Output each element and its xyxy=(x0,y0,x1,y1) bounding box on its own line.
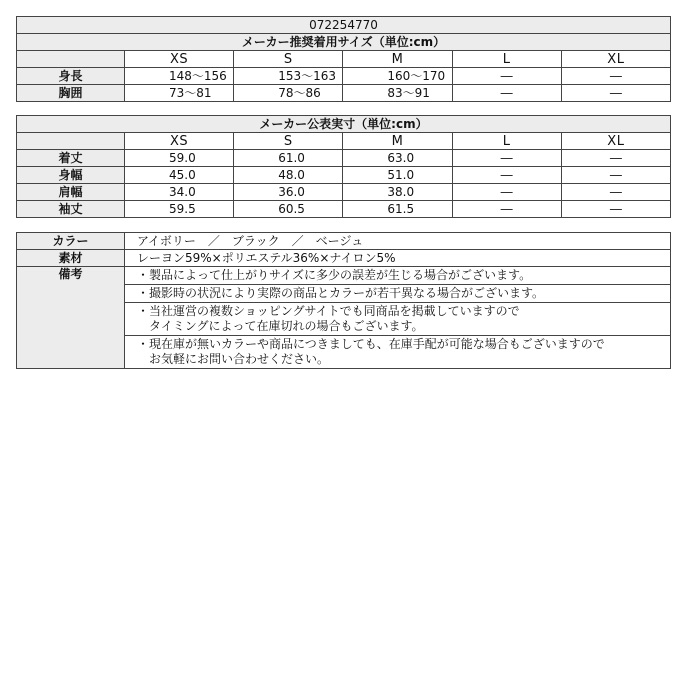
table-cell: ― xyxy=(452,85,561,102)
row-label: 着丈 xyxy=(17,150,125,167)
size-header: L xyxy=(452,133,561,150)
color-value: アイボリー ／ ブラック ／ ベージュ xyxy=(125,233,671,250)
note-item xyxy=(125,336,671,369)
size-header: L xyxy=(452,51,561,68)
size-header: XS xyxy=(125,51,234,68)
note-text: タイミングによって在庫切れの場合もございます。 xyxy=(137,319,424,333)
note-text: ・製品によって仕上がりサイズに多少の誤差が生じる場合がございます。 xyxy=(137,268,532,282)
size-header: S xyxy=(234,51,343,68)
table-cell: ― xyxy=(561,68,670,85)
table-row xyxy=(17,233,671,250)
note-item xyxy=(125,303,671,336)
table-cell: ― xyxy=(452,201,561,218)
note-item xyxy=(125,285,671,303)
table-row xyxy=(17,250,671,267)
measurement-table xyxy=(16,115,671,218)
table-row xyxy=(17,167,671,184)
table-cell: ― xyxy=(452,150,561,167)
table-row xyxy=(17,150,671,167)
table-row xyxy=(17,85,671,102)
table-cell: 148～156 xyxy=(125,68,234,85)
table-cell: ― xyxy=(452,184,561,201)
table-cell: ― xyxy=(561,85,670,102)
table-cell: 51.0 xyxy=(343,167,452,184)
table-cell: 59.5 xyxy=(125,201,234,218)
recommended-title: メーカー推奨着用サイズ（単位:cm） xyxy=(17,34,671,51)
note-item xyxy=(125,267,671,285)
table-cell: 153～163 xyxy=(234,68,343,85)
material-value: レーヨン59%×ポリエステル36%×ナイロン5% xyxy=(125,250,671,267)
row-label: 袖丈 xyxy=(17,201,125,218)
table-cell: 78～86 xyxy=(234,85,343,102)
size-header: XL xyxy=(561,51,670,68)
note-text: お気軽にお問い合わせください。 xyxy=(137,352,330,366)
table-cell: 34.0 xyxy=(125,184,234,201)
corner-cell xyxy=(17,51,125,68)
table-cell: 160～170 xyxy=(343,68,452,85)
note-text: ・現在庫が無いカラーや商品につきましても、在庫手配が可能な場合もございますので xyxy=(137,337,605,351)
color-label: カラー xyxy=(17,233,125,250)
table-cell: 59.0 xyxy=(125,150,234,167)
table-cell: ― xyxy=(452,167,561,184)
note-text: ・当社運営の複数ショッピングサイトでも同商品を掲載していますので xyxy=(137,304,520,318)
table-cell: ― xyxy=(561,184,670,201)
recommended-size-table xyxy=(16,16,671,102)
product-code: 072254770 xyxy=(17,17,671,34)
row-label: 身長 xyxy=(17,68,125,85)
table-cell: 83～91 xyxy=(343,85,452,102)
table-cell: 38.0 xyxy=(343,184,452,201)
table-cell: 36.0 xyxy=(234,184,343,201)
size-header: M xyxy=(343,51,452,68)
size-header: XL xyxy=(561,133,670,150)
size-header: M xyxy=(343,133,452,150)
table-cell: ― xyxy=(561,201,670,218)
notes-label: 備考 xyxy=(17,267,125,369)
table-row xyxy=(17,201,671,218)
row-label: 胸囲 xyxy=(17,85,125,102)
material-label: 素材 xyxy=(17,250,125,267)
table-cell: ― xyxy=(452,68,561,85)
table-cell: 63.0 xyxy=(343,150,452,167)
row-label: 身幅 xyxy=(17,167,125,184)
table-row xyxy=(17,68,671,85)
size-header: XS xyxy=(125,133,234,150)
table-cell: ― xyxy=(561,150,670,167)
corner-cell xyxy=(17,133,125,150)
row-label: 肩幅 xyxy=(17,184,125,201)
table-cell: 45.0 xyxy=(125,167,234,184)
measurement-title: メーカー公表実寸（単位:cm） xyxy=(17,116,671,133)
table-cell: ― xyxy=(561,167,670,184)
table-cell: 60.5 xyxy=(234,201,343,218)
product-info-table xyxy=(16,232,671,369)
note-text: ・撮影時の状況により実際の商品とカラーが若干異なる場合がございます。 xyxy=(137,286,545,300)
table-row xyxy=(17,184,671,201)
table-cell: 48.0 xyxy=(234,167,343,184)
table-cell: 61.0 xyxy=(234,150,343,167)
size-header: S xyxy=(234,133,343,150)
table-cell: 73～81 xyxy=(125,85,234,102)
table-row xyxy=(17,267,671,285)
table-cell: 61.5 xyxy=(343,201,452,218)
